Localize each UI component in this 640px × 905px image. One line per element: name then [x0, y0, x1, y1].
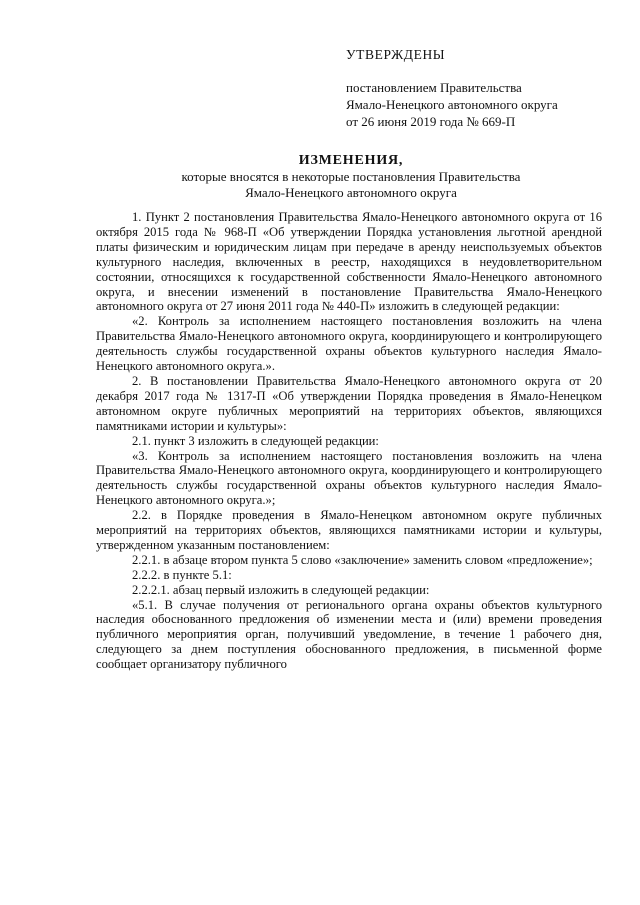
approval-line-1: постановлением Правительства — [346, 80, 522, 95]
approval-line-3: от 26 июня 2019 года № 669-П — [346, 114, 516, 129]
approval-heading: УТВЕРЖДЕНЫ — [346, 47, 446, 62]
document-title — [96, 152, 606, 201]
approval-line-2: Ямало-Ненецкого автономного округа — [346, 97, 558, 112]
title-line-1: которые вносятся в некоторые постановления Правительства — [181, 169, 521, 184]
paragraph-3: 2. В постановлении Правительства Ямало-Ненецкого автономного округа от 20 декабря 2017 года № 1317-П «Об утверждении Порядка проведения в Ямало-Ненецком автономном округе публичных мероприятий на территориях объектов, являющихся памятниками истории и культуры»: — [96, 373, 602, 433]
title-line-2: Ямало-Ненецкого автономного округа — [245, 185, 457, 200]
paragraph-6: 2.2. в Порядке проведения в Ямало-Ненецком автономном округе публичных мероприятий на территориях объектов, являющихся памятниками истории и культуры, утвержденном указанным постановлением: — [96, 508, 602, 552]
approval-block — [346, 46, 626, 130]
paragraph-7: 2.2.1. в абзаце втором пункта 5 слово «заключение» заменить словом «предложение»; — [132, 552, 593, 567]
paragraph-9: 2.2.2.1. абзац первый изложить в следующей редакции: — [132, 582, 430, 597]
paragraph-1: 1. Пункт 2 постановления Правительства Ямало-Ненецкого автономного округа от 16 октября 2015 года № 968-П «Об утверждении Порядка установления льготной арендной платы физическим и юридическим лицам при передаче в аренду неиспользуемых объектов культурного наследия, включенных в реестр, находящихся в неудовлетворительном состоянии, относящихся к государственной собственности Ямало-Ненецкого автономного округа, и внесении изменений в постановление Правительства Ямало-Ненецкого автономного округа от 27 июня 2011 года № 440-П» изложить в следующей редакции: — [96, 210, 602, 314]
paragraph-2: «2. Контроль за исполнением настоящего постановления возложить на члена Правительства Ямало-Ненецкого автономного округа, координирующего и контролирующего деятельность службы государственной охраны объектов культурного наследия Ямало-Ненецкого автономного округа.». — [96, 314, 602, 374]
paragraph-4: 2.1. пункт 3 изложить в следующей редакции: — [132, 433, 379, 448]
document-body — [96, 210, 602, 672]
title-main: ИЗМЕНЕНИЯ, — [298, 153, 404, 168]
paragraph-8: 2.2.2. в пункте 5.1: — [132, 567, 232, 582]
paragraph-10: «5.1. В случае получения от регионального органа охраны объектов культурного наследия обоснованного предложения об изменении места и (или) времени проведения публичного мероприятия орган, получивший уведомление, в течение 1 рабочего дня, следующего за днем поступления обоснованного предложения, в письменной форме сообщает организатору публичного — [96, 597, 602, 672]
paragraph-5: «3. Контроль за исполнением настоящего постановления возложить на члена Правительства Ямало-Ненецкого автономного округа, координирующего и контролирующего деятельность службы государственной охраны объектов культурного наследия Ямало-Ненецкого автономного округа.»; — [96, 448, 602, 508]
